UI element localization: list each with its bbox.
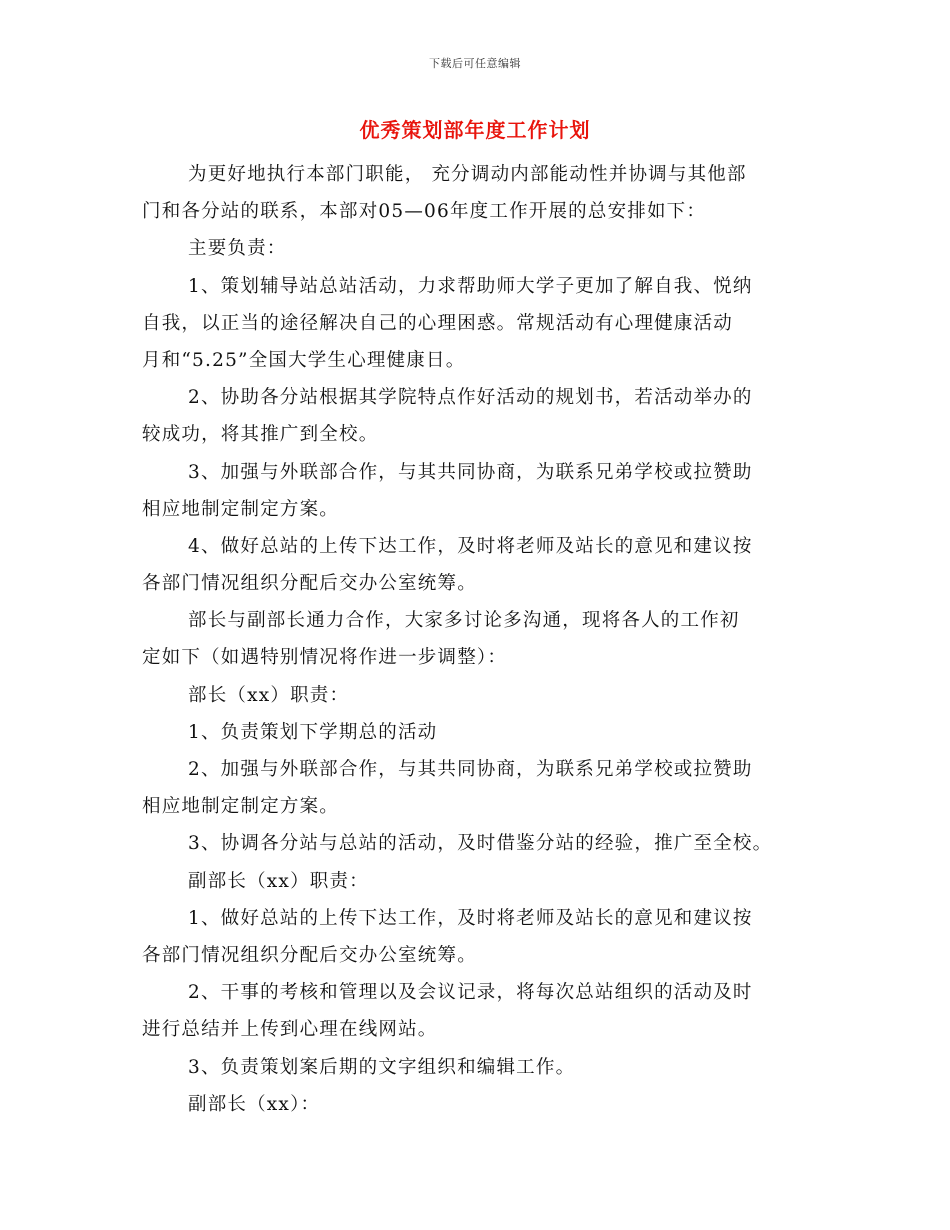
document-body	[142, 156, 822, 1123]
text-line: 为更好地执行本部门职能， 充分调动内部能动性并协调与其他部	[188, 164, 747, 185]
text-line: 3、加强与外联部合作，与其共同协商，为联系兄弟学校或拉赞助	[188, 461, 753, 483]
text-line: 副部长（xx）职责：	[188, 870, 369, 892]
page-header-note: 下载后可任意编辑	[429, 57, 521, 70]
text-line: 1、策划辅导站总站活动，力求帮助师大学子更加了解自我、悦纳	[188, 275, 753, 297]
text-line: 进行总结并上传到心理在线网站。	[142, 1019, 438, 1041]
text-line: 部长（xx）职责：	[188, 684, 350, 706]
text-line: 2、协助各分站根据其学院特点作好活动的规划书，若活动举办的	[188, 387, 753, 409]
text-line: 部长与副部长通力合作，大家多讨论多沟通，现将各人的工作初	[188, 610, 740, 632]
text-line: 2、干事的考核和管理以及会议记录，将每次总站组织的活动及时	[188, 982, 753, 1004]
text-line: 1、做好总站的上传下达工作，及时将老师及站长的意见和建议按	[188, 907, 753, 929]
text-line: 相应地制定制定方案。	[142, 498, 340, 520]
text-line: 门和各分站的联系，本部对05—06年度工作开展的总安排如下：	[142, 201, 707, 223]
text-line: 各部门情况组织分配后交办公室统筹。	[142, 944, 477, 966]
text-line: 2、加强与外联部合作，与其共同协商，为联系兄弟学校或拉赞助	[188, 759, 753, 780]
text-line: 自我，以正当的途径解决自己的心理困惑。常规活动有心理健康活动	[142, 312, 734, 334]
text-line: 定如下（如遇特别情况将作进一步调整）：	[142, 647, 508, 669]
text-line: 3、负责策划案后期的文字组织和编辑工作。	[188, 1056, 576, 1078]
document-title: 优秀策划部年度工作计划	[359, 118, 591, 142]
text-line: 4、做好总站的上传下达工作，及时将老师及站长的意见和建议按	[188, 535, 753, 557]
text-line: 较成功，将其推广到全校。	[142, 424, 379, 446]
text-line: 相应地制定制定方案。	[142, 796, 340, 818]
text-line: 各部门情况组织分配后交办公室统筹。	[142, 573, 477, 595]
text-line: 副部长（xx）：	[188, 1093, 321, 1115]
text-line: 主要负责：	[188, 238, 287, 260]
text-line: 月和“5.25”全国大学生心理健康日。	[142, 349, 466, 371]
text-line: 1、负责策划下学期总的活动	[188, 721, 438, 743]
text-line: 3、协调各分站与总站的活动，及时借鉴分站的经验，推广至全校。	[188, 833, 773, 855]
